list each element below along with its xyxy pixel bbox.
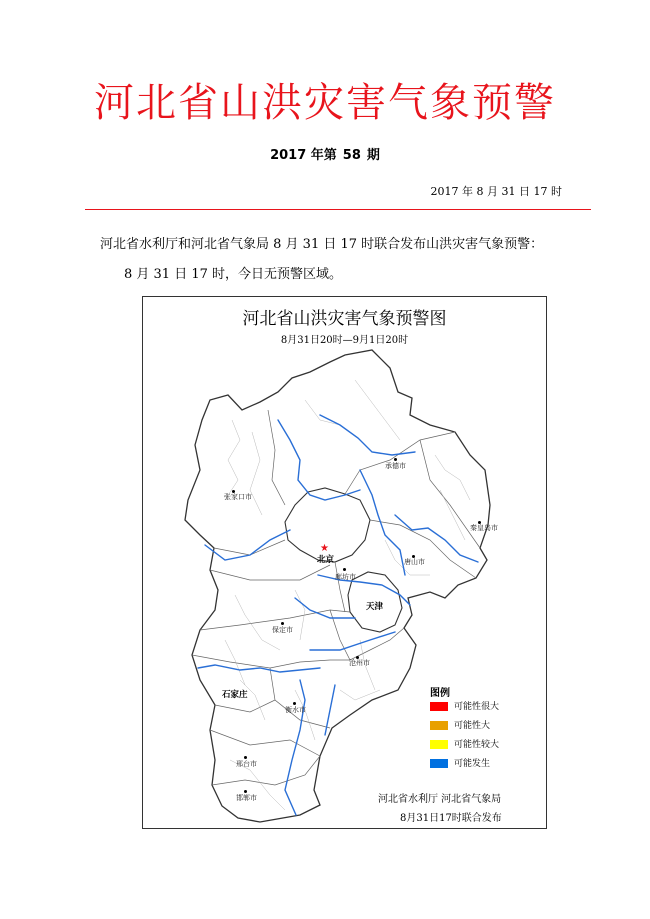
city-chengde: 承德市 bbox=[385, 462, 406, 470]
document-title: 河北省山洪灾害气象预警 bbox=[94, 80, 556, 126]
paragraph-status: 8 月 31 日 17 时，今日无预警区域。 bbox=[124, 267, 343, 282]
city-handan: 邯郸市 bbox=[236, 794, 257, 802]
city-shijiazhuang: 石家庄 bbox=[222, 690, 248, 700]
city-zhangjiakou: 张家口市 bbox=[224, 493, 252, 501]
city-beijing: 北京 bbox=[317, 555, 335, 565]
capital-star-icon: ★ bbox=[320, 543, 329, 554]
issue-suffix: 期 bbox=[366, 148, 380, 163]
paragraph-announcement: 河北省水利厅和河北省气象局 8 月 31 日 17 时联合发布山洪灾害气象预警： bbox=[100, 237, 544, 252]
rivers bbox=[198, 415, 478, 815]
legend-item-very-likely bbox=[430, 701, 499, 713]
legend-label: 可能发生 bbox=[454, 759, 491, 769]
city-qinhuangdao: 秦皇岛市 bbox=[470, 524, 498, 532]
legend-label: 可能性较大 bbox=[454, 740, 500, 750]
langfang-dot bbox=[343, 568, 346, 571]
legend-item-possible bbox=[430, 758, 490, 770]
legend-label: 可能性很大 bbox=[454, 702, 500, 712]
map-subtitle: 8月31日20时—9月1日20时 bbox=[280, 335, 409, 346]
city-tianjin: 天津 bbox=[366, 602, 384, 612]
issue-date: 2017 年 8 月 31 日 17 时 bbox=[430, 185, 562, 198]
city-hengshui: 衡水市 bbox=[285, 706, 306, 714]
issue-year: 2017 年第 bbox=[270, 148, 337, 163]
city-tangshan: 唐山市 bbox=[404, 558, 425, 566]
legend-swatch bbox=[430, 702, 448, 711]
legend-title: 图例 bbox=[430, 688, 450, 699]
city-baoding: 保定市 bbox=[272, 626, 293, 634]
city-cangzhou: 沧州市 bbox=[349, 659, 370, 667]
legend-swatch bbox=[430, 759, 448, 768]
legend-swatch bbox=[430, 740, 448, 749]
map-issue-time: 8月31日17时联合发布 bbox=[400, 813, 502, 824]
legend-item-likely bbox=[430, 720, 490, 732]
province-outline bbox=[185, 350, 490, 822]
legend-swatch bbox=[430, 721, 448, 730]
city-langfang: 廊坊市 bbox=[335, 573, 356, 581]
map-issuer: 河北省水利厅 河北省气象局 bbox=[378, 794, 502, 805]
legend-label: 可能性大 bbox=[454, 721, 491, 731]
map-title: 河北省山洪灾害气象预警图 bbox=[242, 309, 447, 329]
legend-item-fairly-likely bbox=[430, 739, 499, 751]
issue-number: 58 bbox=[342, 148, 361, 163]
city-xingtai: 邢台市 bbox=[236, 760, 257, 768]
